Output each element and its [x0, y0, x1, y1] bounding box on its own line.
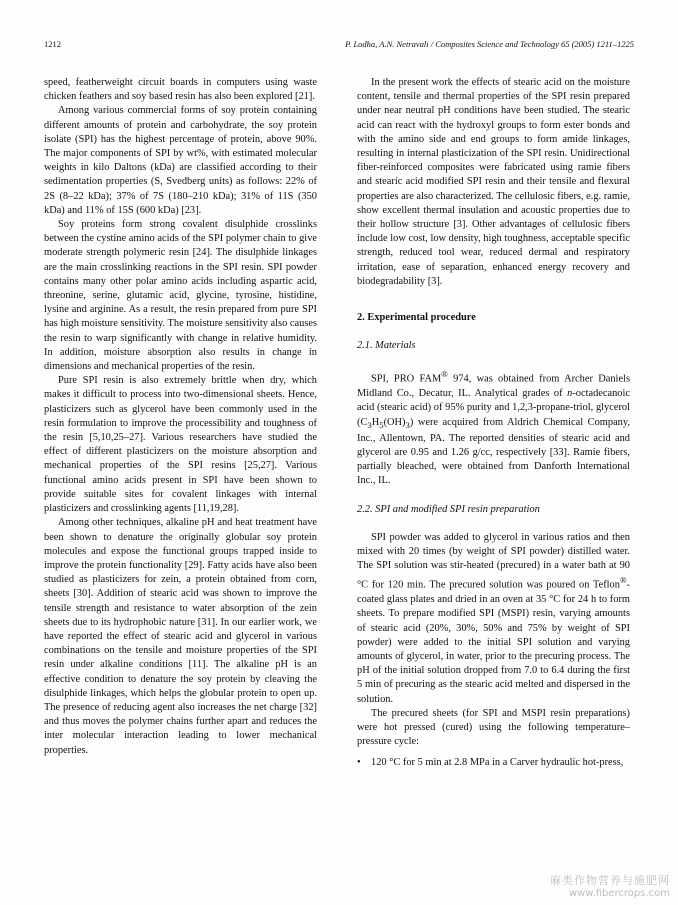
paragraph-spi-composition: Among various commercial forms of soy protein containing different amounts of protein and carbohydrate, the soy protein isolate (SPI) has the highest percentage of protein, above 90%. The major components of SPI by wt%, with estimated molecular weights in kilo Daltons (kDa) are classified according to their sedimentation properties (S, Svedberg units) as follows: 22% of 2S (8–22 kDa); 37% of 7S (180–210 kDa); 31% of 11S (350 kDa) and 11% of 15S (600 kDa) [23]. — [44, 105, 317, 216]
watermark — [550, 872, 670, 899]
list-item — [357, 756, 630, 770]
paragraph-plasticizers: Pure SPI resin is also extremely brittle when dry, which makes it difficult to process into two-dimensional sheets. Hence, plasticizers such as glycerol have been commonly used in the resin formulation to improve the processibility and toughness of the resin [5,10,25–27]. Various researchers have studied the effect of different plasticizers on the moisture absorption and mechanical properties of the SPI resins [25,27]. Various functional amino acids present in SPI have been shown to provide suitable sites for covalent linkages with internal plasticizers and crosslinking agents [11,19,28]. — [44, 375, 317, 515]
paragraph-alkaline-ph: Among other techniques, alkaline pH and heat treatment have been shown to denature the originally globular soy protein molecules and expose the functional groups trapped inside to improve the protein functionality [29]. Fatty acids have also been studied as plasticizers for zein, a protein obtained from corn, sheets [30]. Addition of stearic acid was shown to improve the tensile strength and resistance to water absorption of the zein sheets due to its hydrophobic nature [31]. In our earlier work, we have reported the effect of stearic acid and glycerol in various combinations on the tensile and moisture properties of the SPI resin under alkaline conditions [11]. The alkaline pH is an effective condition to denature the soy protein by cleaving the disulphide linkages, which helps the globular protein to open up. The presence of reducing agent also increases the net charge [32] and thus moves the polymer chains further apart and reduces the inter molecular interaction leading to lower mechanical properties. — [44, 517, 317, 756]
list-item-text: 120 °C for 5 min at 2.8 MPa in a Carver hydraulic hot-press, — [371, 757, 624, 769]
running-head: P. Lodha, A.N. Netravali / Composites Science and Technology 65 (2005) 1211–1225 — [345, 39, 634, 49]
paragraph-resin-preparation: SPI powder was added to glycerol in various ratios and then mixed with 20 times (by weight of SPI powder) distilled water. The SPI solution was stir-heated (precured) in a water bath at 90 °C for 120 min. The precured solution was poured on Teflon®-coated glass plates and dried in an oven at 35 °C for 24 h to form sheets. To prepare modified SPI (MSPI) resin, varying amounts of stearic acid (20%, 30%, 50% and 75% by weight of SPI powder) were added to the initial SPI solution and varying amounts of glycerol, in water, prior to the precuring process. The pH of the initial solution dropped from 7.0 to 6.4 during the first 5 min of precuring as the stearic acid melted and dispersed in the solution. — [357, 531, 630, 705]
paragraph-present-work: In the present work the effects of stearic acid on the moisture content, tensile and thermal properties of the SPI resin prepared under near neutral pH conditions have been studied. The stearic acid can react with the hydroxyl groups to form ester bonds and with the amino side and end groups to form amide linkages, resulting in internal plasticization of the SPI resin. Unidirectional fiber-reinforced composites were fabricated using ramie fibers and stearic acid modified SPI resin and their tensile and flexural properties are also characterized. The cellulosic fibers, e.g. ramie, show excellent thermal insulation and acoustic properties due to their hollow structure [3]. Other advantages of cellulosic fibers include low cost, low density, high toughness, acceptable specific strength, reduced tool wear, reduced dermal and respiratory irritation, ease of separation, enhanced energy recovery and biodegradability [3]. — [357, 77, 631, 287]
left-column — [44, 76, 317, 758]
subsection-heading-materials: 2.1. Materials — [357, 340, 416, 352]
page-number: 1212 — [44, 39, 61, 49]
paragraph-materials: SPI, PRO FAM® 974, was obtained from Archer Daniels Midland Co., Decatur, IL. Analytical grades of n-octadecanoic acid (stearic acid) of 95% purity and 1,2,3-propane-triol, glycerol $(C_3H_5(OH)_3)$ were acquired from Aldrich Chemical Company, Inc., Allentown, PA. The reported densities of stearic acid and glycerol are 0.95 and 1.26 g/cc, respectively [33]. Ramie fibers, partially bleached, were obtained from Danforth International Inc., IL. — [357, 369, 630, 487]
watermark-title: 麻类作物营养与施肥网 — [550, 874, 670, 887]
running-header — [44, 39, 634, 53]
bullet-icon: • — [357, 757, 361, 769]
paragraph-curing-cycle: The precured sheets (for SPI and MSPI resin preparations) were hot pressed (cured) using the following temperature–pressure cycle: — [357, 707, 630, 748]
subsection-heading-resin-preparation: 2.2. SPI and modified SPI resin preparation — [357, 503, 540, 515]
watermark-url: www.fibercrops.com — [568, 888, 670, 899]
paragraph-continued: speed, featherweight circuit boards in computers using waste chicken feathers and soy based resin has also been explored [21]. — [44, 77, 317, 103]
section-heading: 2. Experimental procedure — [357, 312, 476, 324]
right-column — [357, 76, 630, 771]
paragraph-disulphide-crosslinks: Soy proteins form strong covalent disulphide crosslinks between the cystine amino acids of the SPI polymer chain to give moderate strength polymeric resin [24]. The disulphide linkages are the main crosslinking reactions in the SPI resin. SPI powder contains many other polar amino acids including aspartic acid, threonine, serine, glutamic acid, glycine, tyrosine, histidine, lysine and arginine. As a result, the resin prepared from pure SPI has high moisture sensitivity. The moisture sensitivity also causes the resin to warp significantly with change in relative humidity. In addition, moisture absorption also results in change in dimensions and mechanical properties of the resin. — [44, 219, 318, 373]
